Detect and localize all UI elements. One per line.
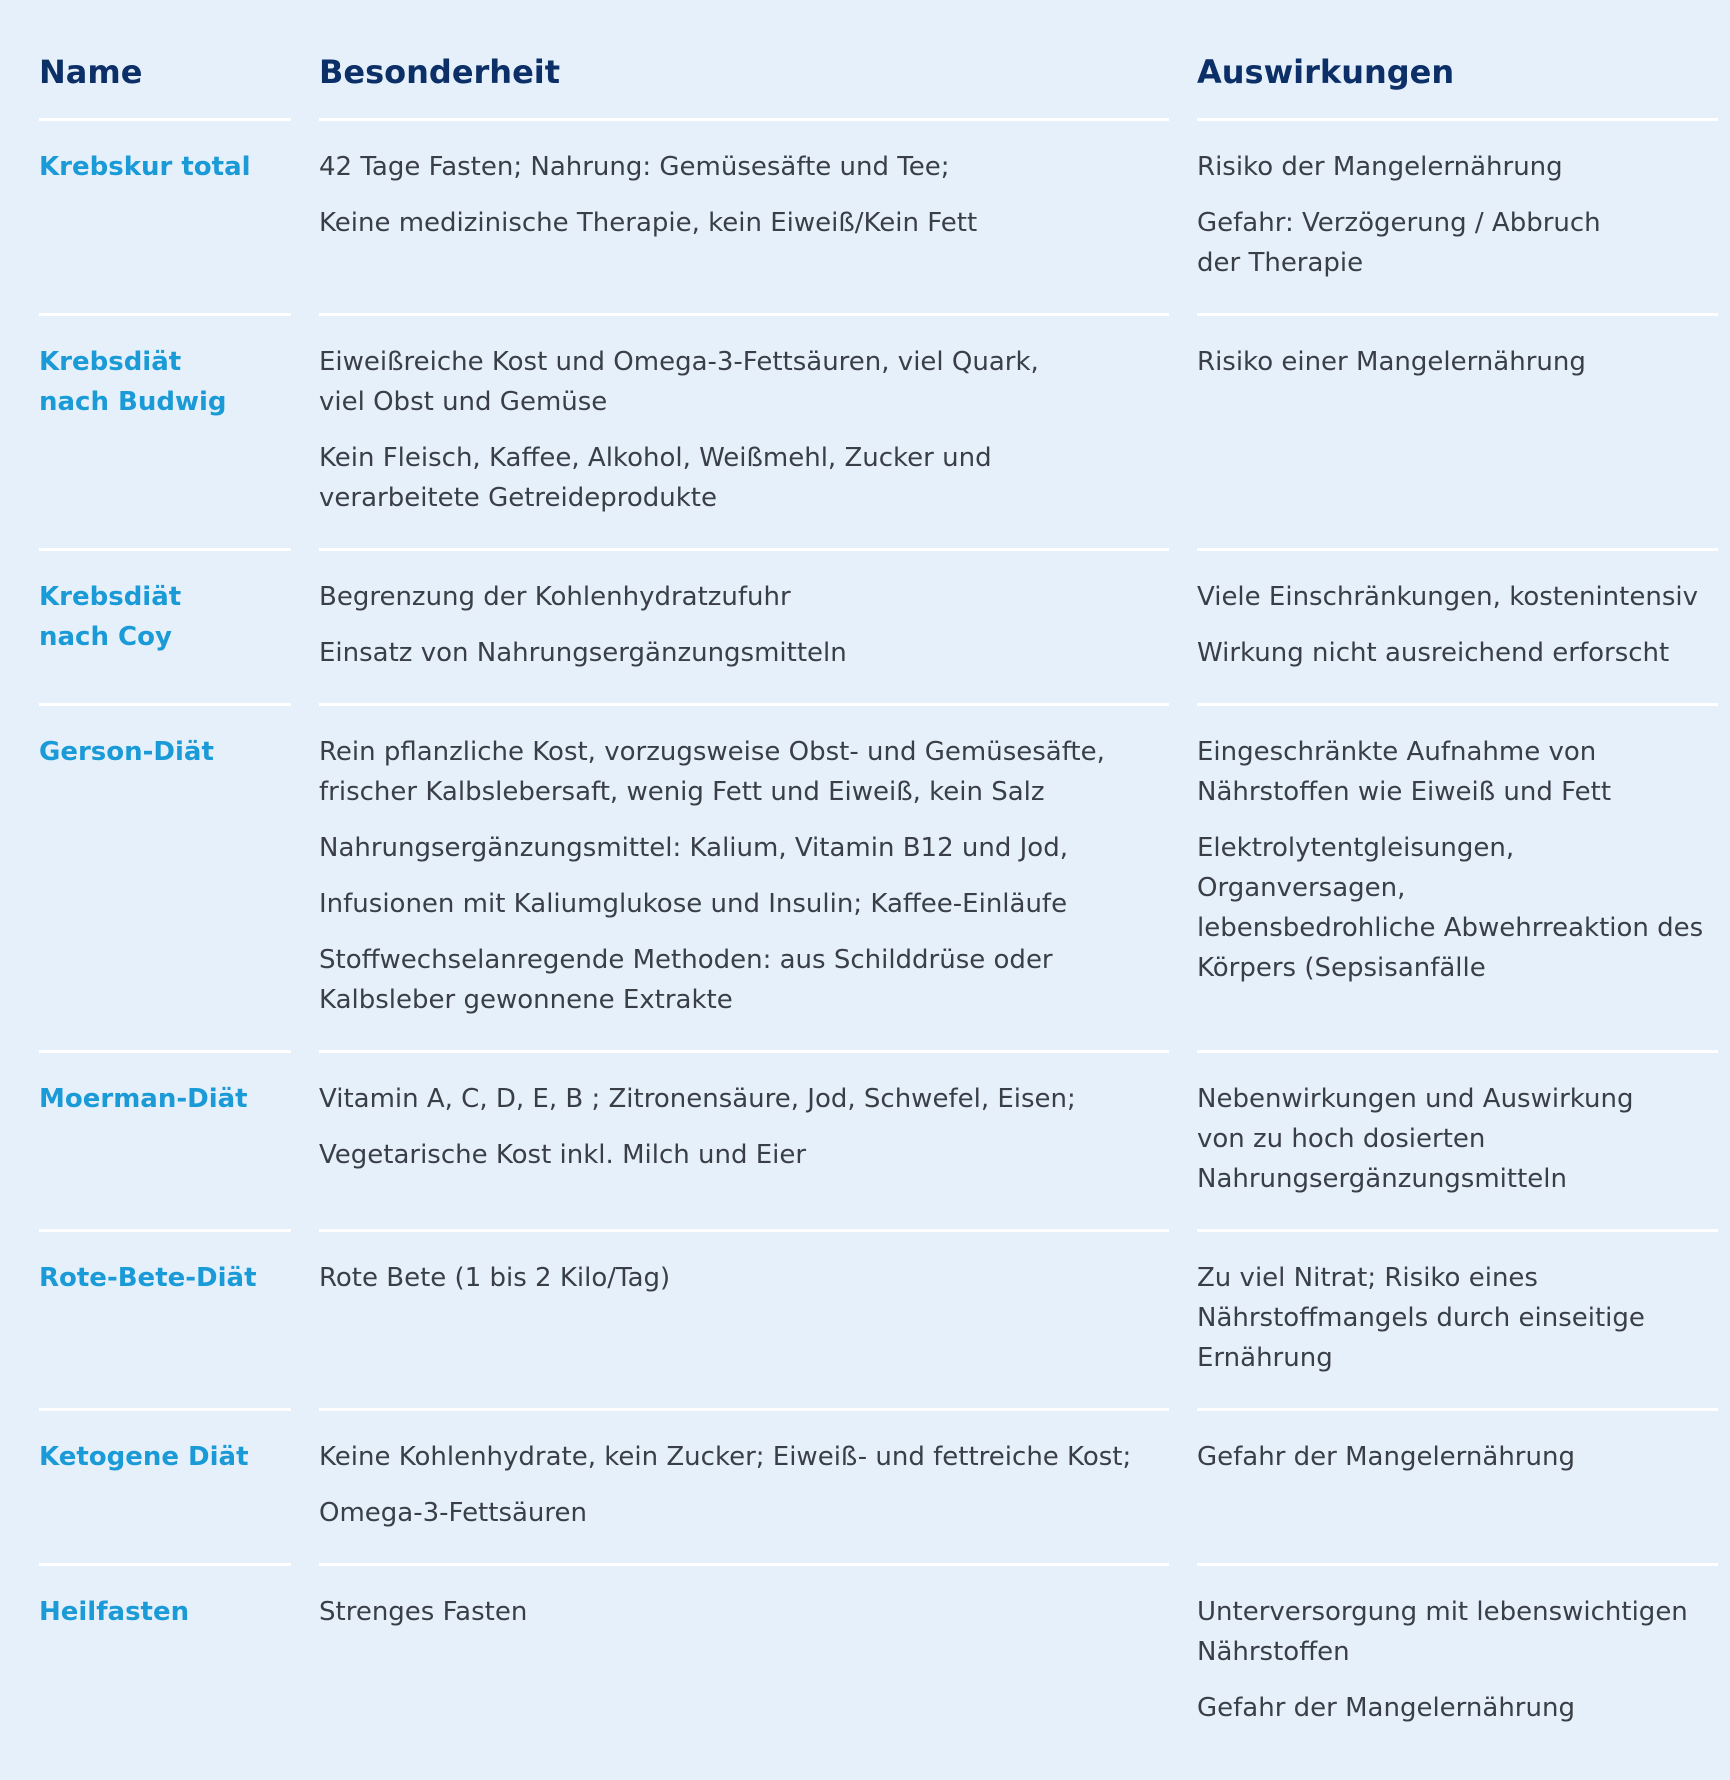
diet-name: Heilfasten xyxy=(39,1597,190,1627)
diet-name: Krebsdiät nach Coy xyxy=(39,582,182,652)
desc-text: Keine Kohlenhydrate, kein Zucker; Eiweiß- und fettreiche Kost; xyxy=(319,1442,1132,1472)
desc-text: Infusionen mit Kaliumglukose und Insulin; Kaffee-Einläufe xyxy=(319,889,1068,919)
diet-name: Ketogene Diät xyxy=(39,1442,249,1472)
name-cell xyxy=(39,1053,291,1232)
effects-text: Viele Einschränkungen, kostenintensiv xyxy=(1197,582,1698,612)
effects-text: Wirkung nicht ausreichend erforscht xyxy=(1197,638,1670,668)
table-row xyxy=(39,1232,1690,1411)
effects-text: Elektrolytentgleisungen, Organversagen, lebensbedrohliche Abwehrreaktion des Körpers (Sepsisanfälle xyxy=(1197,833,1704,983)
diet-name: Gerson-Diät xyxy=(39,737,214,767)
desc-cell xyxy=(319,1411,1169,1566)
desc-text: Eiweißreiche Kost und Omega-3-Fettsäuren, viel Quark, viel Obst und Gemüse xyxy=(319,347,1039,417)
name-cell xyxy=(39,1566,291,1758)
name-cell xyxy=(39,121,291,316)
effects-cell xyxy=(1197,1411,1718,1566)
desc-cell xyxy=(319,551,1169,706)
effects-text: Zu viel Nitrat; Risiko eines Nährstoffmangels durch einseitige Ernährung xyxy=(1197,1263,1645,1373)
desc-text: Begrenzung der Kohlenhydratzufuhr xyxy=(319,582,791,612)
diet-comparison-table xyxy=(39,0,1704,1758)
desc-cell xyxy=(319,316,1169,551)
table-row xyxy=(39,316,1690,551)
desc-text: 42 Tage Fasten; Nahrung: Gemüsesäfte und Tee; xyxy=(319,152,950,182)
desc-text: Keine medizinische Therapie, kein Eiweiß/Kein Fett xyxy=(319,208,978,238)
desc-cell xyxy=(319,1566,1169,1758)
column-header-desc: Besonderheit xyxy=(319,0,1169,121)
effects-text: Risiko einer Mangelernährung xyxy=(1197,347,1586,377)
table-row xyxy=(39,121,1690,316)
effects-cell xyxy=(1197,706,1718,1053)
column-header-name: Name xyxy=(39,0,291,121)
effects-text: Gefahr der Mangelernährung xyxy=(1197,1442,1575,1472)
desc-text: Rote Bete (1 bis 2 Kilo/Tag) xyxy=(319,1263,671,1293)
table-row xyxy=(39,1566,1690,1758)
name-cell xyxy=(39,551,291,706)
table-row xyxy=(39,551,1698,706)
effects-text: Nebenwirkungen und Auswirkung von zu hoch dosierten Nahrungsergänzungsmitteln xyxy=(1197,1084,1634,1194)
effects-text: Unterversorgung mit lebenswichtigen Nährstoffen xyxy=(1197,1597,1688,1667)
desc-text: Rein pflanzliche Kost, vorzugsweise Obst- und Gemüsesäfte, frischer Kalbslebersaft, wenig Fett und Eiweiß, kein Salz xyxy=(319,737,1105,807)
effects-cell xyxy=(1197,1232,1718,1411)
table-row xyxy=(39,706,1704,1053)
desc-text: Omega-3-Fettsäuren xyxy=(319,1498,587,1528)
effects-cell xyxy=(1197,121,1718,316)
desc-text: Strenges Fasten xyxy=(319,1597,528,1627)
table-row xyxy=(39,1053,1690,1232)
desc-cell xyxy=(319,1232,1169,1411)
desc-text: Nahrungsergänzungsmittel: Kalium, Vitamin B12 und Jod, xyxy=(319,833,1068,863)
effects-text: Risiko der Mangelernährung xyxy=(1197,152,1563,182)
effects-cell xyxy=(1197,1053,1718,1232)
diet-name: Krebsdiät nach Budwig xyxy=(39,347,227,417)
name-cell xyxy=(39,706,291,1053)
table-row xyxy=(39,1411,1690,1566)
column-header-effects: Auswirkungen xyxy=(1197,0,1718,121)
name-cell xyxy=(39,316,291,551)
desc-cell xyxy=(319,706,1169,1053)
effects-cell xyxy=(1197,1566,1718,1758)
effects-cell xyxy=(1197,316,1718,551)
table-header-row xyxy=(39,0,1690,121)
desc-cell xyxy=(319,121,1169,316)
diet-name: Moerman-Diät xyxy=(39,1084,248,1114)
desc-text: Einsatz von Nahrungsergänzungsmitteln xyxy=(319,638,847,668)
desc-text: Stoffwechselanregende Methoden: aus Schilddrüse oder Kalbsleber gewonnene Extrakte xyxy=(319,945,1053,1015)
diet-name: Rote-Bete-Diät xyxy=(39,1263,257,1293)
name-cell xyxy=(39,1411,291,1566)
desc-text: Vegetarische Kost inkl. Milch und Eier xyxy=(319,1140,807,1170)
effects-text: Gefahr der Mangelernährung xyxy=(1197,1693,1575,1723)
effects-cell xyxy=(1197,551,1718,706)
diet-name: Krebskur total xyxy=(39,152,251,182)
name-cell xyxy=(39,1232,291,1411)
desc-text: Vitamin A, C, D, E, B ; Zitronensäure, Jod, Schwefel, Eisen; xyxy=(319,1084,1076,1114)
desc-text: Kein Fleisch, Kaffee, Alkohol, Weißmehl, Zucker und verarbeitete Getreideprodukte xyxy=(319,443,992,513)
desc-cell xyxy=(319,1053,1169,1232)
table-body xyxy=(39,121,1704,1758)
effects-text: Eingeschränkte Aufnahme von Nährstoffen wie Eiweiß und Fett xyxy=(1197,737,1612,807)
effects-text: Gefahr: Verzögerung / Abbruch der Therapie xyxy=(1197,208,1601,278)
